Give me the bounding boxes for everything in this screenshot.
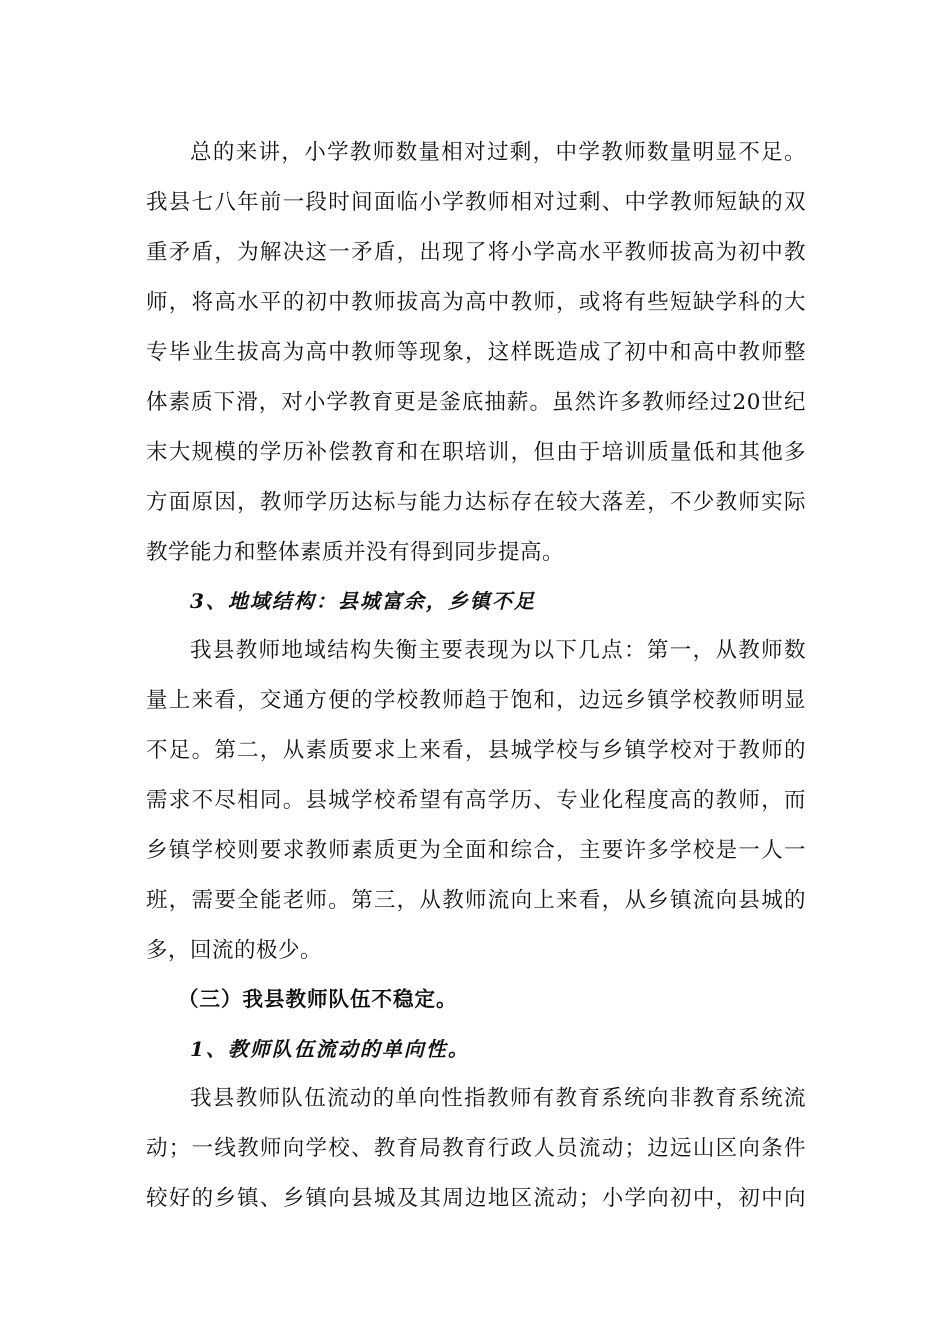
paragraph-line: 动；一线教师向学校、教育局教育行政人员流动；边远山区向条件 <box>146 1136 806 1161</box>
paragraph-line: 我县七八年前一段时间面临小学教师相对过剩、中学教师短缺的双 <box>146 190 806 215</box>
paragraph-line: 量上来看，交通方便的学校教师趋于饱和，边远乡镇学校教师明显 <box>146 688 806 713</box>
paragraph-line: 体素质下滑，对小学教育更是釜底抽薪。虽然许多教师经过20世纪 <box>146 390 806 415</box>
paragraph-line: 末大规模的学历补偿教育和在职培训，但由于培训质量低和其他多 <box>146 440 806 465</box>
paragraph-line: 总的来讲，小学教师数量相对过剩，中学教师数量明显不足。 <box>190 140 806 165</box>
paragraph-line: 教学能力和整体素质并没有得到同步提高。 <box>146 540 565 565</box>
paragraph-line: 不足。第二，从素质要求上来看，县城学校与乡镇学校对于教师的 <box>146 738 806 763</box>
paragraph-line: 方面原因，教师学历达标与能力达标存在较大落差，不少教师实际 <box>146 490 806 515</box>
paragraph-line: 我县教师队伍流动的单向性指教师有教育系统向非教育系统流 <box>190 1086 806 1111</box>
section-heading: （三）我县教师队伍不稳定。 <box>178 987 458 1011</box>
paragraph-line: 我县教师地域结构失衡主要表现为以下几点：第一，从教师数 <box>190 638 806 663</box>
subheading-regional-structure: 3、地域结构：县城富余，乡镇不足 <box>190 589 536 613</box>
paragraph-line: 师，将高水平的初中教师拔高为高中教师，或将有些短缺学科的大 <box>146 290 806 315</box>
subheading-one-way-flow: 1、教师队伍流动的单向性。 <box>190 1037 470 1061</box>
paragraph-line: 较好的乡镇、乡镇向县城及其周边地区流动；小学向初中，初中向 <box>146 1186 806 1211</box>
paragraph-line: 专毕业生拔高为高中教师等现象，这样既造成了初中和高中教师整 <box>146 340 806 365</box>
paragraph-line: 需求不尽相同。县城学校希望有高学历、专业化程度高的教师，而 <box>146 788 806 813</box>
paragraph-line: 乡镇学校则要求教师素质更为全面和综合，主要许多学校是一人一 <box>146 838 806 863</box>
paragraph-line: 多，回流的极少。 <box>146 938 323 963</box>
paragraph-line: 班，需要全能老师。第三，从教师流向上来看，从乡镇流向县城的 <box>146 888 806 913</box>
paragraph-line: 重矛盾，为解决这一矛盾，出现了将小学高水平教师拔高为初中教 <box>146 240 806 265</box>
